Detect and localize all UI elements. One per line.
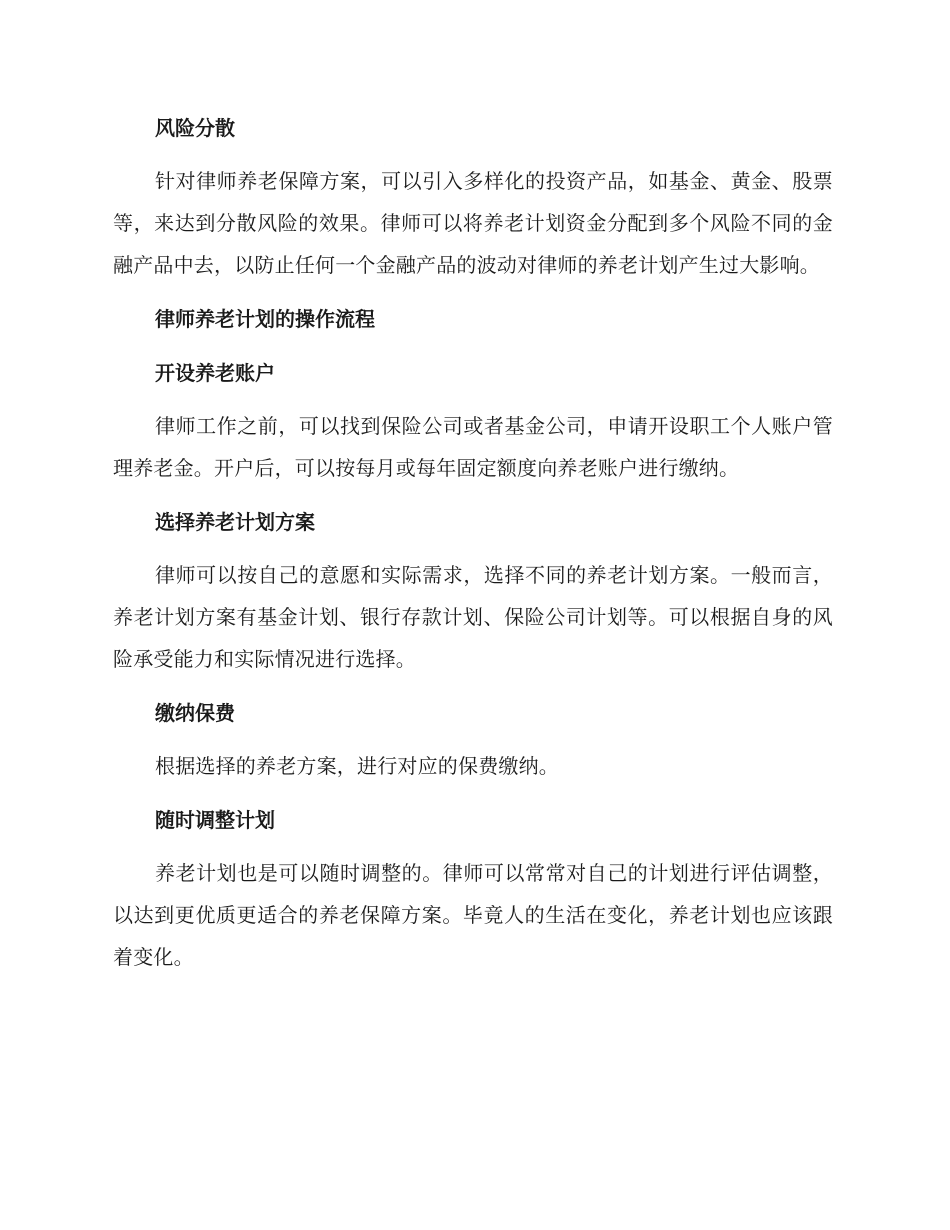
- section-heading-risk-diversification: 风险分散: [155, 116, 235, 140]
- paragraph-adjust-plan: 养老计划也是可以随时调整的。律师可以常常对自己的计划进行评估调整，以达到更优质更适合的养老保障方案。毕竟人的生活在变化，养老计划也应该跟着变化。: [113, 861, 833, 969]
- document-body: [113, 108, 833, 978]
- paragraph-open-account: 律师工作之前，可以找到保险公司或者基金公司，申请开设职工个人账户管理养老金。开户后，可以按每月或每年固定额度向养老账户进行缴纳。: [113, 414, 833, 480]
- section-heading-operation-process: 律师养老计划的操作流程: [155, 307, 375, 331]
- paragraph-pay-premium: 根据选择的养老方案，进行对应的保费缴纳。: [155, 754, 559, 778]
- section-heading-open-account: 开设养老账户: [155, 361, 275, 385]
- paragraph-choose-plan: 律师可以按自己的意愿和实际需求，选择不同的养老计划方案。一般而言，养老计划方案有基金计划、银行存款计划、保险公司计划等。可以根据自身的风险承受能力和实际情况进行选择。: [113, 563, 833, 671]
- paragraph-risk-diversification: 针对律师养老保障方案，可以引入多样化的投资产品，如基金、黄金、股票等，来达到分散风险的效果。律师可以将养老计划资金分配到多个风险不同的金融产品中去，以防止任何一个金融产品的波动对律师的养老计划产生过大影响。: [113, 169, 833, 277]
- section-heading-pay-premium: 缴纳保费: [155, 701, 235, 725]
- section-heading-choose-plan: 选择养老计划方案: [155, 510, 315, 534]
- section-heading-adjust-plan: 随时调整计划: [155, 808, 275, 832]
